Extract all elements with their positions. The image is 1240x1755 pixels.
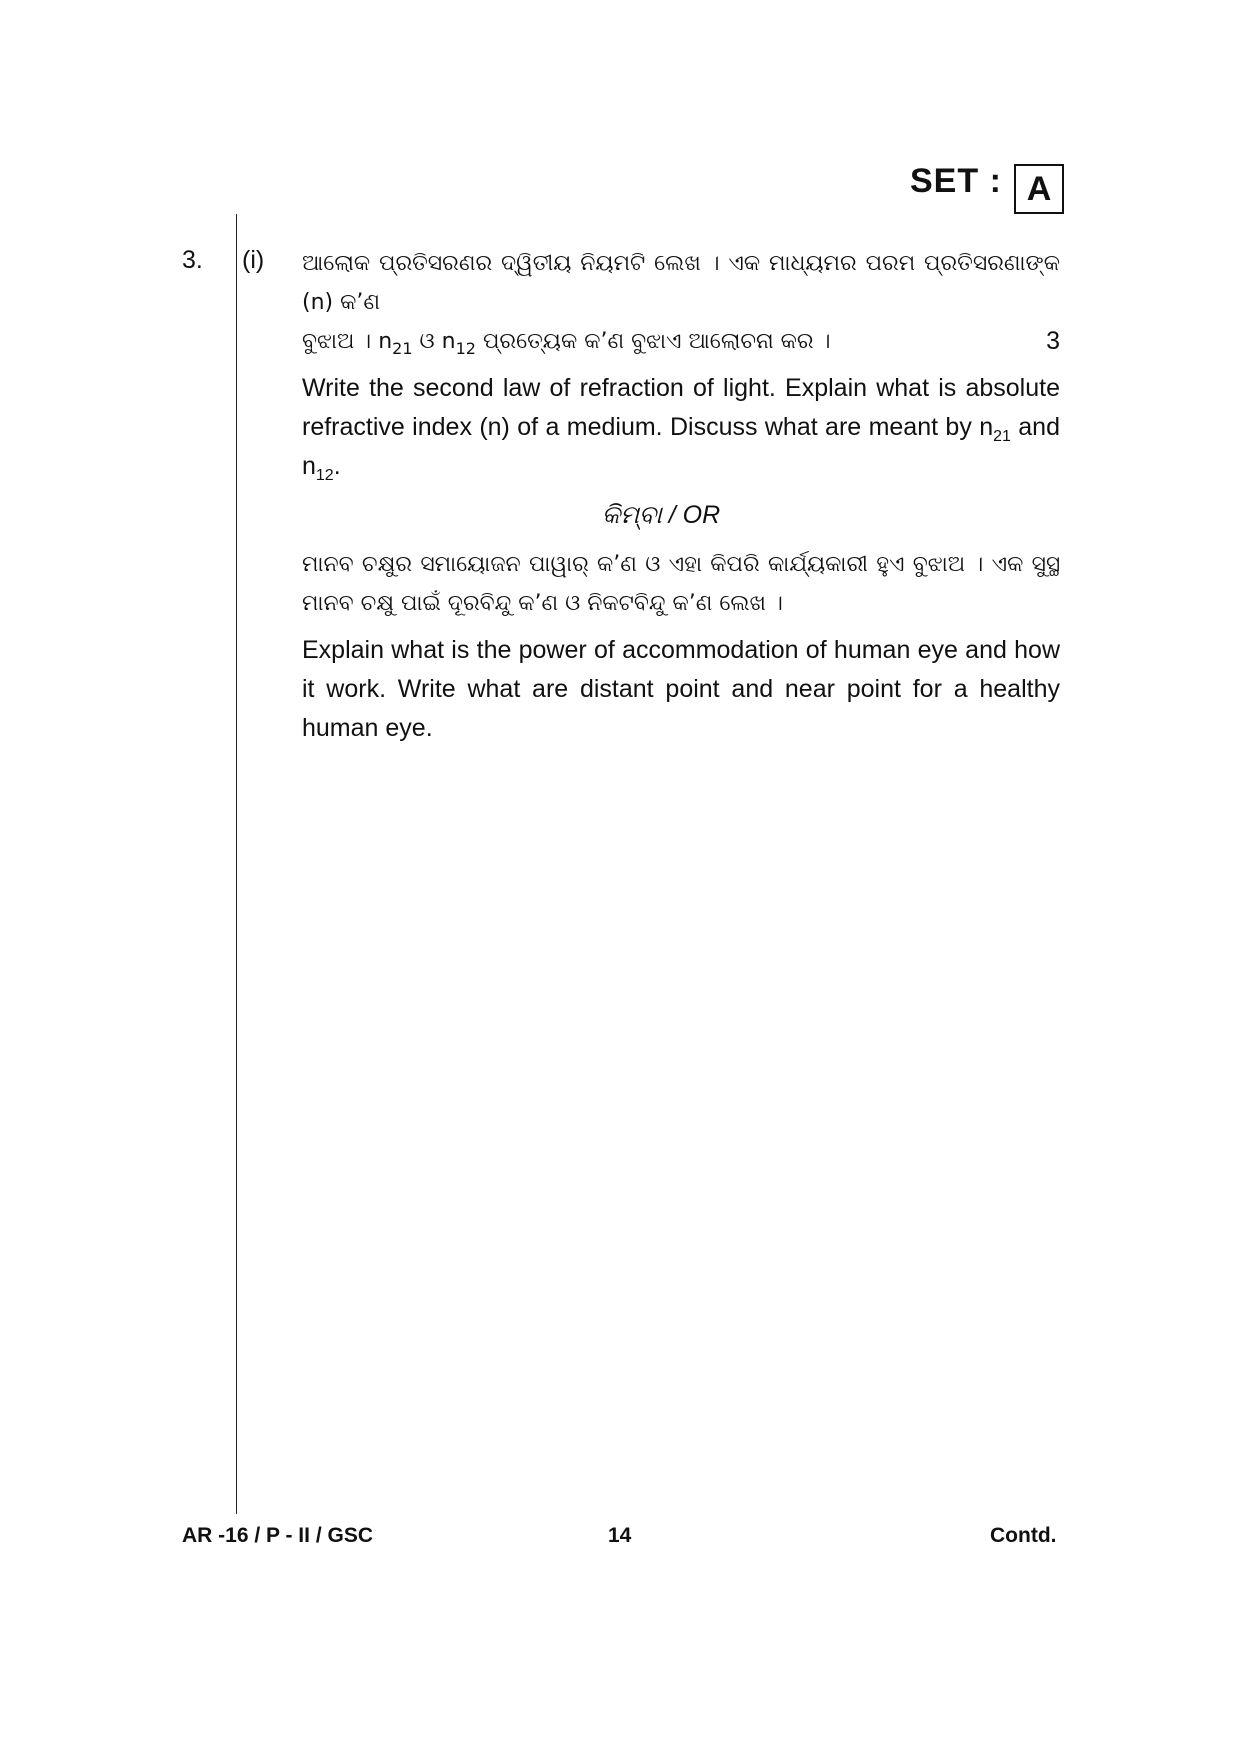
- odia-q1-line1: ଆଲୋକ ପ୍ରତିସରଣର ଦ୍ୱିତୀୟ ନିୟମଟି ଲେଖ । ଏକ ମାଧ୍ୟମର ପରମ ପ୍ରତିସରଣାଙ୍କ (n) କ’ଣ: [302, 251, 1060, 315]
- odia-question-1: [302, 244, 1060, 361]
- english-question-2: Explain what is the power of accommodation of human eye and how it work. Write what are distant point and near point for a healthy human eye.: [302, 636, 1060, 742]
- or-separator: କିମ୍ବା / OR: [601, 501, 721, 529]
- set-value-box: A: [1014, 164, 1064, 214]
- set-label: SET :: [910, 162, 1002, 200]
- page-number: 14: [608, 1524, 632, 1547]
- question-sub-number: (i): [242, 246, 265, 274]
- question-number: 3.: [182, 246, 203, 274]
- english-q1-text-c: .: [333, 452, 341, 480]
- english-q1-subscript-21: 21: [993, 428, 1011, 445]
- odia-q1-line2-b: ଓ n: [412, 329, 456, 354]
- odia-question-2: ମାନବ ଚକ୍ଷୁର ସମାୟୋଜନ ପାୱାର୍ କ’ଣ ଓ ଏହା କିପରି କାର୍ଯ୍ୟକାରୀ ହୁଏ ବୁଝାଅ । ଏକ ସୁସ୍ଥ ମାନବ ଚକ୍ଷୁ ପାଇଁ ଦୂରବିନ୍ଦୁ କ’ଣ ଓ ନିକଟବିନ୍ଦୁ କ’ଣ ଲେଖ ।: [302, 552, 1060, 616]
- odia-q1-subscript-21: 21: [392, 339, 413, 358]
- marks-value: 3: [1046, 327, 1060, 355]
- paper-code: AR -16 / P - II / GSC: [182, 1524, 373, 1547]
- contd-label: Contd.: [990, 1524, 1057, 1547]
- odia-q1-line2-c: ପ୍ରତ୍ୟେକ କ’ଣ ବୁଝାଏ ଆଲୋଚନା କର ।: [475, 329, 831, 354]
- english-question-1: [302, 369, 1060, 486]
- odia-q1-line2-a: ବୁଝାଅ । n: [302, 329, 393, 354]
- margin-divider-line: [236, 214, 237, 1514]
- odia-q1-subscript-12: 12: [455, 339, 476, 358]
- question-content: [302, 244, 1060, 756]
- english-q1-text-b: and n: [302, 413, 1060, 480]
- english-q1-text-a: Write the second law of refraction of light. Explain what is absolute refractive index (n) of a medium. Discuss what are meant by n: [302, 374, 1060, 441]
- english-q1-subscript-12: 12: [315, 467, 334, 484]
